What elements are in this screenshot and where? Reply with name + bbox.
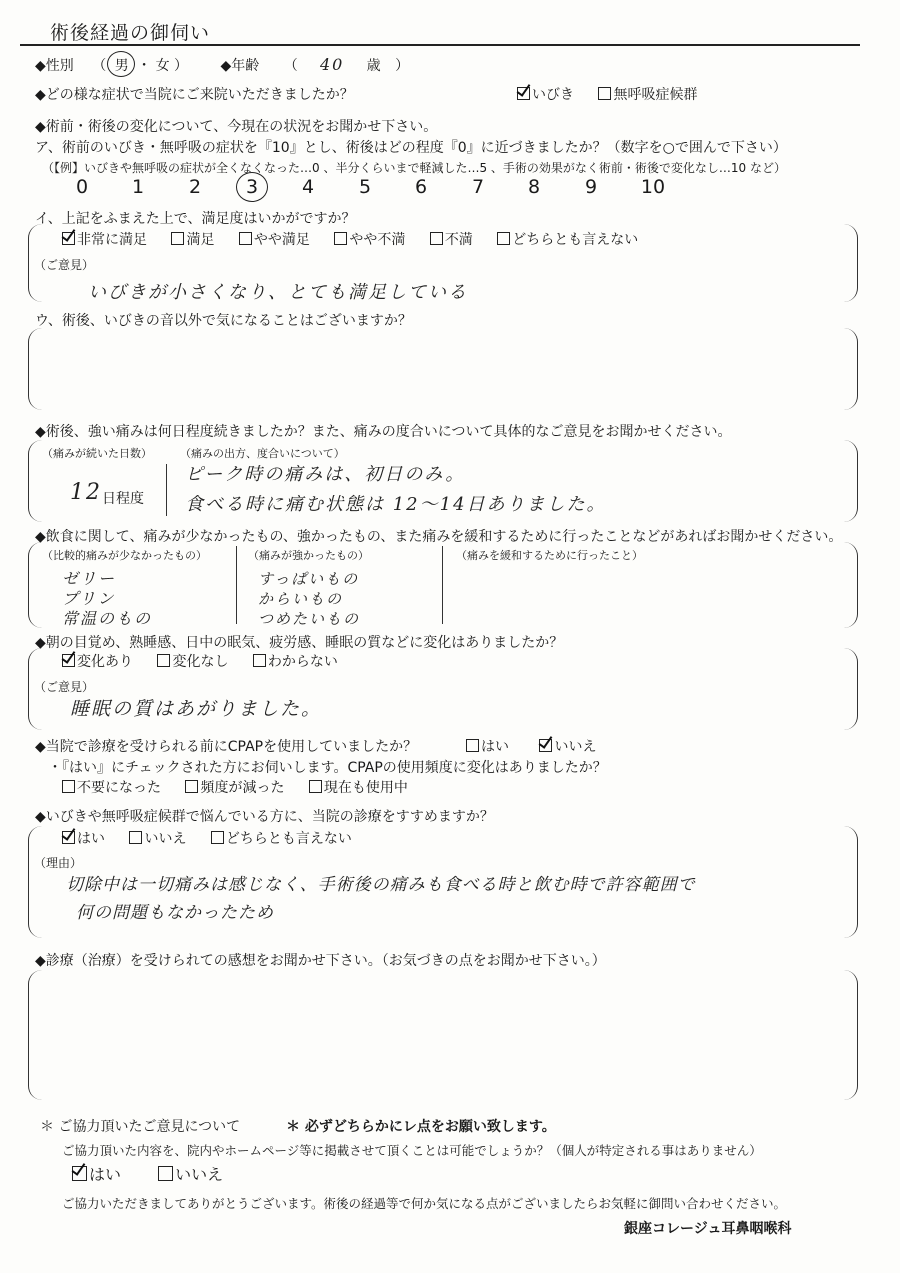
change-question: ◆術前・術後の変化について、今現在の状況をお聞かせ下さい。 (35, 119, 438, 135)
option-label: やや満足 (253, 232, 310, 248)
checkbox[interactable] (129, 831, 142, 844)
pain-days-value[interactable]: 12 (70, 480, 102, 505)
food-col2-item[interactable]: からいもの (258, 590, 344, 608)
footer-thanks: ご協力いただきましてありがとうございます。術後の経過等で何か気になる点がございましたらお気軽に御問い合わせください。 (62, 1196, 787, 1211)
recommend-reason-line1[interactable]: 切除中は一切痛みは感じなく、手術後の痛みも食べる時と飲む時で許容範囲で (66, 875, 696, 895)
form-title: 術後経過の御伺い (50, 22, 211, 44)
recommend-question: ◆いびきや無呼吸症候群で悩んでいる方に、当院の診療をすすめますか？ (35, 809, 494, 825)
cpap-sub-options (62, 777, 428, 797)
symptom-options (517, 84, 717, 104)
age-label: ◆年齢 (220, 58, 260, 74)
option-label: 非常に満足 (77, 232, 147, 248)
option-label: はい (481, 739, 509, 755)
pain-detail-line1[interactable]: ピーク時の痛みは、初日のみ。 (185, 464, 466, 485)
option-label: 無呼吸症候群 (613, 87, 698, 103)
separator: ・ (137, 58, 152, 74)
option-label: 不満 (444, 232, 473, 248)
other-answer-box[interactable] (28, 328, 858, 410)
footer-question: ご協力頂いた内容を、院内やホームページ等に掲載させて頂くことは可能でしょうか？（個人が特定される事はありません） (62, 1143, 762, 1158)
food-col3-label: （痛みを緩和するために行ったこと） (456, 549, 643, 562)
pain-question: ◆術後、強い痛みは何日程度続きましたか？また、痛みの度合いについて具体的なご意見をお聞かせください。 (35, 424, 732, 440)
sleep-question: ◆朝の目覚め、熟睡感、日中の眠気、疲労感、睡眠の質などに変化はありましたか？ (35, 635, 564, 651)
age-unit: 歳 (366, 58, 381, 74)
opinion-label: （ご意見） (34, 258, 95, 272)
option-dissatisfied[interactable] (430, 232, 473, 248)
paren-open: （ (283, 58, 298, 74)
option-no[interactable] (539, 739, 596, 755)
checkbox[interactable] (466, 739, 479, 752)
checkbox-checked[interactable] (62, 831, 75, 844)
checkbox[interactable] (253, 654, 266, 667)
recommend-reason-line2[interactable]: 何の問題もなかったため (76, 903, 274, 923)
satisfaction-options (62, 229, 658, 249)
option-label: 変化あり (77, 654, 133, 670)
option-no[interactable] (129, 831, 186, 847)
food-col1-item[interactable]: 常温のもの (62, 609, 153, 628)
option-yes[interactable] (466, 739, 509, 755)
paren-open: （ (92, 58, 107, 74)
opinion-label: （ご意見） (34, 680, 95, 694)
scale-10[interactable]: 10 (640, 176, 666, 198)
food-question: ◆飲食に関して、痛みが少なかったもの、強かったもの、また痛みを緩和するために行ったことなどがあればお聞かせください。 (35, 529, 843, 545)
food-col2-item[interactable]: つめたいもの (258, 610, 361, 628)
scale-8[interactable]: 8 (527, 176, 541, 198)
food-divider (236, 546, 237, 624)
scale-0[interactable]: 0 (75, 176, 89, 198)
change-subquestion-a: ア、術前のいびき・無呼吸の症状を『10』とし、術後はどの程度『0』に近づきましたか？（数字を○で囲んで下さい） (35, 140, 787, 156)
cpap-options (466, 736, 616, 756)
checkbox[interactable] (309, 780, 322, 793)
selected-circle (236, 172, 268, 202)
food-col2-item[interactable]: すっぱいもの (258, 570, 360, 588)
option-label: 現在も使用中 (323, 780, 408, 796)
option-still-using[interactable] (309, 780, 408, 796)
footer-options (72, 1162, 243, 1185)
scale-4[interactable]: 4 (301, 176, 315, 198)
option-label: 頻度が減った (200, 780, 285, 796)
option-label: どちらとも言えない (512, 232, 639, 248)
option-label: いいえ (175, 1165, 224, 1184)
checkbox[interactable] (239, 232, 252, 245)
clinic-name: 銀座コレージュ耳鼻咽喉科 (624, 1221, 792, 1237)
sleep-opinion[interactable]: 睡眠の質はあがりました。 (70, 698, 323, 720)
checkbox-checked[interactable] (539, 739, 552, 752)
checkbox[interactable] (598, 87, 611, 100)
cpap-question: ◆当院で診療を受けられる前にCPAPを使用していましたか？ (35, 739, 418, 755)
food-col2-label: （痛みが強かったもの） (248, 549, 369, 562)
checkbox[interactable] (171, 232, 184, 245)
option-neither[interactable] (497, 232, 638, 248)
other-question: ウ、術後、いびきの音以外で気になることはございますか？ (35, 313, 412, 329)
reason-label: （理由） (34, 856, 83, 870)
sleep-options (62, 651, 358, 671)
cpap-subquestion: ・『はい』にチェックされた方にお伺いします。CPAPの使用頻度に変化はありましたか？ (48, 760, 607, 776)
checkbox[interactable] (334, 232, 347, 245)
option-label: 満足 (186, 232, 215, 248)
scale-9[interactable]: 9 (584, 176, 598, 198)
food-col1-label: （比較的痛みが少なかったもの） (42, 549, 207, 562)
option-label: いいえ (144, 831, 187, 847)
impression-box[interactable] (28, 970, 858, 1100)
change-example: （【例】いびきや無呼吸の症状が全くなくなった…0 、半分くらいまで軽減した…5 、手術の効果がなく術前・術後で変化なし…10 など） (42, 161, 786, 175)
selected-circle (107, 51, 135, 77)
option-neither[interactable] (211, 831, 352, 847)
checkbox-checked[interactable] (517, 87, 530, 100)
satisfaction-opinion[interactable]: いびきが小さくなり、とても満足している (88, 282, 468, 303)
option-label: 不要になった (77, 780, 161, 796)
checkbox[interactable] (62, 780, 75, 793)
option-label: 変化なし (172, 654, 229, 670)
male-label: 男 (114, 58, 129, 74)
female-option[interactable]: 女 (155, 58, 170, 74)
symptom-question: ◆どの様な症状で当院にご来院いただきましたか？ (35, 87, 354, 103)
option-reduced[interactable] (185, 780, 284, 796)
checkbox[interactable] (211, 831, 224, 844)
option-label: いいえ (554, 739, 597, 755)
option-no[interactable] (158, 1165, 223, 1184)
checkbox[interactable] (157, 654, 170, 667)
satisfaction-question: イ、上記をふまえた上で、満足度はいかがですか？ (35, 211, 356, 227)
checkbox-checked[interactable] (62, 232, 75, 245)
pain-days-unit: 日程度 (102, 491, 144, 507)
pain-detail-line2[interactable]: 食べる時に痛む状態は 12～14日ありました。 (185, 494, 607, 515)
checkbox-checked[interactable] (62, 654, 75, 667)
option-yes[interactable] (72, 1165, 121, 1184)
title-rule (20, 44, 860, 46)
impression-question: ◆診療（治療）を受けられての感想をお聞かせ下さい。（お気づきの点をお聞かせ下さい。） (35, 953, 606, 969)
option-yes[interactable] (62, 831, 105, 847)
pain-detail-label: （痛みの出方、度合いについて） (180, 447, 345, 460)
option-label: やや不満 (349, 232, 406, 248)
checkbox-checked[interactable] (72, 1166, 87, 1181)
option-somewhat-satisfied[interactable] (239, 232, 310, 248)
footer-note1: ＊ ご協力頂いたご意見について (40, 1119, 241, 1135)
option-somewhat-dissatisfied[interactable] (334, 232, 405, 248)
option-unknown[interactable] (253, 654, 338, 670)
option-changed[interactable] (62, 654, 133, 670)
scale-3[interactable]: 3 (245, 176, 259, 198)
option-very-satisfied[interactable] (62, 232, 147, 248)
paren-close: ） (174, 58, 189, 74)
scale-1[interactable]: 1 (131, 176, 145, 198)
checkbox[interactable] (185, 780, 198, 793)
checkbox[interactable] (497, 232, 510, 245)
pain-days-label: （痛みが続いた日数） (42, 447, 152, 460)
option-satisfied[interactable] (171, 232, 214, 248)
male-option[interactable] (111, 55, 133, 75)
recommend-options (62, 828, 372, 848)
checkbox[interactable] (158, 1166, 173, 1181)
food-col1-item[interactable]: ゼリー (62, 569, 117, 588)
option-label: はい (77, 831, 105, 847)
symptom-option-apnea[interactable] (598, 87, 697, 103)
age-value[interactable]: 40 (320, 55, 345, 74)
food-divider (442, 546, 443, 624)
option-label: はい (89, 1165, 122, 1184)
pain-divider (166, 464, 167, 516)
footer-note2: ＊ 必ずどちらかにレ点をお願い致します。 (286, 1119, 556, 1135)
option-label: わからない (267, 654, 338, 670)
sex-label: ◆性別 (35, 58, 74, 74)
sex-field (35, 55, 409, 75)
symptom-option-snoring[interactable] (517, 87, 574, 103)
paren-close: ） (395, 58, 410, 74)
checkbox[interactable] (430, 232, 443, 245)
option-label: いびき (532, 87, 574, 103)
scale-2[interactable]: 2 (188, 176, 202, 198)
option-label: どちらとも言えない (225, 831, 352, 847)
option-no-longer-needed[interactable] (62, 780, 161, 796)
scale-6[interactable]: 6 (414, 176, 428, 198)
scale-5[interactable]: 5 (358, 176, 372, 198)
food-col1-item[interactable]: プリン (62, 589, 116, 608)
option-no-change[interactable] (157, 654, 228, 670)
scale-7[interactable]: 7 (471, 176, 485, 198)
